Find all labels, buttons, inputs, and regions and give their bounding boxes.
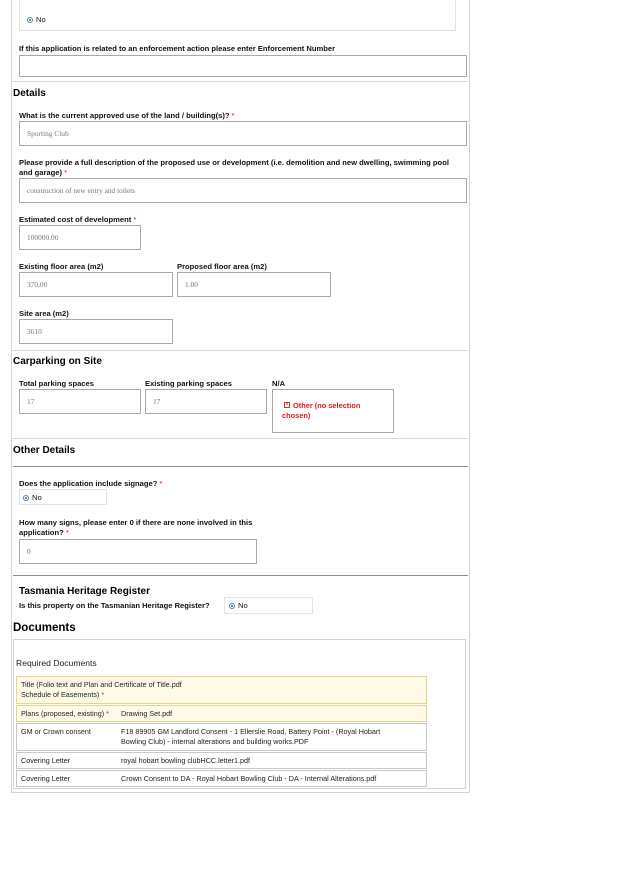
required-documents-title: Required Documents [16,658,97,668]
approved-use-label: What is the current approved use of the land / building(s)? * [19,111,235,120]
total-parking-label: Total parking spaces [19,379,94,388]
proposed-floor-input[interactable]: 1.00 [177,272,331,297]
document-row[interactable]: Covering Letter royal hobart bowling clubHCC.letter1.pdf [16,752,427,769]
total-parking-input[interactable]: 17 [19,389,141,414]
heritage-heading: Tasmania Heritage Register [19,586,150,597]
document-row[interactable]: Plans (proposed, existing) * Drawing Set.pdf [16,705,427,722]
document-file-link[interactable]: F18 89905 GM Landlord Consent - 1 Ellerslie Road, Battery Point - (Royal Hobart Bowling Club) - internal alterations and building works.PDF [121,727,381,746]
proposed-floor-label: Proposed floor area (m2) [177,262,267,271]
heritage-radio-no[interactable]: No [229,601,248,610]
na-select[interactable] [272,389,394,433]
divider [11,438,468,439]
radio-dot-icon [27,17,33,23]
carparking-heading: Carparking on Site [13,356,102,367]
cost-input[interactable]: 100000.00 [19,225,141,250]
document-file-link[interactable]: royal hobart bowling clubHCC.letter1.pdf [121,756,251,765]
divider [11,81,468,82]
description-label: Please provide a full description of the proposed use or development (i.e. demolition and new dwelling, swimming pool and garage) * [19,158,449,177]
na-option-text: Other (no selection chosen) [282,401,361,420]
document-row[interactable]: Title (Folio text and Plan and Certificate of Title.pdf Schedule of Easements) * [16,676,427,704]
enforcement-input[interactable] [19,55,467,77]
signage-label: Does the application include signage? * [19,479,163,488]
na-label: N/A [272,379,286,388]
existing-floor-label: Existing floor area (m2) [19,262,104,271]
approved-use-input[interactable]: Sporting Club [19,121,467,146]
document-file-link[interactable]: Crown Consent to DA - Royal Hobart Bowling Club - DA - Internal Alterations.pdf [121,774,377,783]
details-heading: Details [13,88,46,99]
description-input[interactable]: construction of new entry and toilets [19,178,467,203]
signs-count-input[interactable]: 0 [19,539,257,564]
existing-parking-label: Existing parking spaces [145,379,232,388]
signage-radio-no[interactable]: No [23,493,42,502]
other-details-heading: Other Details [13,445,76,456]
unchecked-x-icon: × [285,402,289,408]
documents-heading: Documents [13,622,76,634]
signs-count-label: How many signs, please enter 0 if there are none involved in this application? * [19,518,253,537]
existing-parking-input[interactable]: 17 [145,389,267,414]
heritage-question: Is this property on the Tasmanian Heritage Register? [19,601,210,610]
divider [13,466,468,467]
previous-radio-box [19,0,456,31]
cost-label: Estimated cost of development * [19,215,137,224]
radio-dot-icon [229,603,235,609]
divider [11,350,468,351]
document-row[interactable]: GM or Crown consent F18 89905 GM Landlord Consent - 1 Ellerslie Road, Battery Point - (Royal Hobart Bowling Club) - internal alterations and building works.PDF [16,723,427,751]
previous-radio-no[interactable]: No [27,15,46,24]
existing-floor-input[interactable]: 370.00 [19,272,173,297]
divider [13,575,468,576]
site-area-label: Site area (m2) [19,309,69,318]
document-file-link[interactable]: Drawing Set.pdf [121,709,173,718]
radio-dot-icon [23,495,29,501]
enforcement-label: If this application is related to an enforcement action please enter Enforcement Number [19,44,336,53]
site-area-input[interactable]: 3610 [19,319,173,344]
document-row[interactable]: Covering Letter Crown Consent to DA - Royal Hobart Bowling Club - DA - Internal Alterations.pdf [16,770,427,787]
